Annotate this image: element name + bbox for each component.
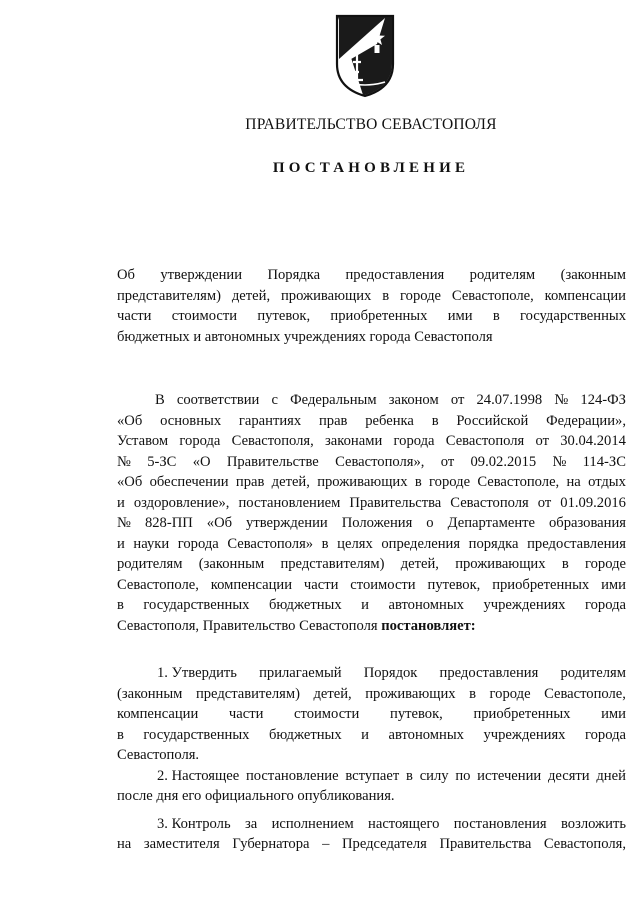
word: городе xyxy=(429,474,471,490)
word: городе xyxy=(584,556,626,572)
word: в xyxy=(561,556,569,572)
word: государственных xyxy=(143,597,250,613)
word: Севастополе, xyxy=(544,685,626,702)
word: Председателя xyxy=(341,836,427,852)
word: Губернатора xyxy=(232,836,310,852)
word: Севастополе, xyxy=(451,287,534,304)
word: города xyxy=(179,433,221,449)
word: ими xyxy=(447,308,473,324)
word: № xyxy=(552,453,567,470)
word: части xyxy=(117,308,152,324)
word: Положения xyxy=(341,515,413,531)
text-line xyxy=(117,513,626,534)
word: государственных xyxy=(519,308,626,324)
word: приобретенных xyxy=(330,308,428,324)
word: и xyxy=(117,535,125,552)
text-line xyxy=(117,684,626,705)
word: и xyxy=(117,494,125,511)
word: силу xyxy=(419,767,449,784)
word: в xyxy=(117,597,124,613)
text-line: после дня его официального опубликования. xyxy=(117,788,395,804)
text-line xyxy=(117,431,626,452)
word: в xyxy=(492,308,500,324)
word: 24.07.1998 xyxy=(476,392,543,408)
word: Севастополя», xyxy=(335,453,425,470)
word: Севастополе, xyxy=(117,576,199,593)
word: на xyxy=(117,836,132,852)
word: (законным xyxy=(117,685,183,702)
word: предоставления xyxy=(345,267,445,283)
word: прилагаемый xyxy=(259,665,342,681)
text-line xyxy=(117,595,626,616)
word: бюджетных xyxy=(268,597,342,613)
word: приобретенных xyxy=(473,706,571,722)
word: № xyxy=(117,453,131,470)
word: соответствии xyxy=(176,392,260,408)
word: в xyxy=(117,726,124,743)
word: города xyxy=(177,535,219,552)
sevastopol-coat-of-arms-icon xyxy=(333,14,397,98)
text-line: Севастополя. xyxy=(117,747,200,763)
text-line xyxy=(117,452,626,473)
word: по xyxy=(455,767,471,784)
word: основных xyxy=(160,412,222,429)
word: учреждениях xyxy=(483,726,566,743)
word: в xyxy=(382,287,390,304)
word: Севастополе, xyxy=(477,474,560,490)
word: «Об xyxy=(117,474,143,490)
word: в xyxy=(431,412,439,429)
word: в xyxy=(469,685,477,702)
word: детей, xyxy=(400,556,439,572)
word: учреждениях xyxy=(483,597,566,613)
word: городе xyxy=(489,685,531,702)
word: и xyxy=(361,726,369,743)
text-line xyxy=(117,493,626,514)
word: от xyxy=(440,453,455,470)
paragraph-gap xyxy=(117,807,626,814)
word: постановлением xyxy=(238,494,341,511)
word: компенсации xyxy=(117,706,199,722)
word: проживающих xyxy=(455,556,546,572)
word: «О xyxy=(192,453,211,470)
word: города xyxy=(393,433,435,449)
word: 124-ФЗ xyxy=(580,392,626,408)
word: исполнением xyxy=(271,815,354,832)
text-line xyxy=(117,814,626,835)
word: компенсации xyxy=(210,576,293,593)
word: оздоровление», xyxy=(133,494,230,511)
word: 114-ЗС xyxy=(582,453,626,470)
word: 5-ЗС xyxy=(147,453,177,470)
document-type-heading: ПОСТАНОВЛЕНИЕ xyxy=(272,160,470,176)
word: бюджетных xyxy=(268,726,342,743)
word: В xyxy=(155,392,165,408)
word: обеспечении xyxy=(149,474,229,490)
word: стоимости xyxy=(294,706,360,722)
word: (законным xyxy=(560,267,626,283)
word: Правительства xyxy=(349,494,442,511)
word: стоимости xyxy=(350,576,416,593)
word: представителям) xyxy=(117,287,221,304)
word: родителям xyxy=(117,556,183,572)
word: Севастополя, xyxy=(543,836,626,852)
text-line xyxy=(117,834,626,855)
word: (законным xyxy=(198,556,265,572)
word: 09.02.2015 xyxy=(470,453,537,470)
word: порядка xyxy=(468,535,519,552)
word: родителям xyxy=(560,665,626,681)
word: за xyxy=(244,815,258,832)
word: государственных xyxy=(143,726,250,743)
text-line xyxy=(117,472,626,493)
word: в xyxy=(321,535,329,552)
word: Федерации», xyxy=(546,412,626,429)
word: образования xyxy=(549,515,626,531)
word: «Об xyxy=(206,515,233,531)
text-line xyxy=(117,575,626,596)
word: и xyxy=(361,597,369,613)
word: Севастополя xyxy=(450,494,529,511)
resolves-keyword: постановляет: xyxy=(381,617,476,634)
word: компенсации xyxy=(544,287,626,304)
word: Федеральным xyxy=(290,392,377,408)
word: 1. Утвердить xyxy=(157,665,237,681)
word: истечении xyxy=(477,767,542,784)
word: науки xyxy=(133,535,170,552)
word: представителям) xyxy=(195,685,300,702)
word: проживающих xyxy=(317,474,408,490)
word: законами xyxy=(325,433,383,449)
word: части xyxy=(303,576,339,593)
preamble-paragraph xyxy=(117,390,626,636)
word: Российской xyxy=(456,412,529,429)
word: целях xyxy=(337,535,373,552)
word: города xyxy=(585,597,626,613)
text-line xyxy=(117,766,626,787)
word: настоящего xyxy=(368,815,440,832)
text-line xyxy=(117,286,626,307)
word: детей, xyxy=(271,474,310,490)
word: 828-ПП xyxy=(144,515,193,531)
word: Уставом xyxy=(117,433,169,449)
word: ребенка xyxy=(365,412,414,429)
word: на xyxy=(566,474,581,490)
text-line xyxy=(117,663,626,684)
text-line xyxy=(117,411,626,432)
word: от xyxy=(450,392,465,408)
word: – xyxy=(322,836,330,852)
word: проживающих xyxy=(280,287,372,304)
word: Правительстве xyxy=(226,453,319,470)
word: стоимости xyxy=(171,308,238,324)
word: прав xyxy=(235,474,265,490)
word: путевок, xyxy=(390,706,443,722)
word: автономных xyxy=(388,726,464,743)
word: автономных xyxy=(388,597,464,613)
word: приобретенных xyxy=(492,576,590,593)
word: постановление xyxy=(245,767,339,784)
word: прав xyxy=(318,412,348,429)
word: Правительства xyxy=(439,836,532,852)
word: Порядка xyxy=(267,267,321,283)
word: Севастополя, xyxy=(231,433,314,449)
word: от xyxy=(535,433,549,449)
resolution-title xyxy=(117,265,626,347)
word: Севастополя» xyxy=(227,535,314,552)
word: дней xyxy=(596,767,626,784)
word: путевок, xyxy=(257,308,311,324)
word: предоставления xyxy=(527,535,626,552)
word: в xyxy=(406,767,413,784)
preamble-closing-text: Севастополя, Правительство Севастополя xyxy=(117,617,382,634)
word: отдых xyxy=(588,474,626,490)
word: № xyxy=(117,515,131,531)
text-line xyxy=(117,390,626,411)
word: от xyxy=(537,494,552,511)
word: ими xyxy=(601,706,626,722)
word: 01.09.2016 xyxy=(560,494,626,511)
word: законом xyxy=(388,392,439,408)
word: представителям) xyxy=(280,556,385,572)
word: вступает xyxy=(345,767,400,784)
word: гарантиях xyxy=(238,412,302,429)
text-line xyxy=(117,704,626,725)
text-line xyxy=(117,616,626,637)
word: детей, xyxy=(313,685,352,702)
word: 30.04.2014 xyxy=(560,433,626,449)
word: «Об xyxy=(117,412,143,429)
word: заместителя xyxy=(143,836,220,852)
text-line: бюджетных и автономных учреждениях города Севастополя xyxy=(117,328,493,345)
word: города xyxy=(585,726,626,743)
word: проживающих xyxy=(365,685,456,702)
word: ими xyxy=(601,576,626,593)
text-line xyxy=(117,534,626,555)
text-line xyxy=(117,306,626,327)
word: Порядок xyxy=(363,665,418,681)
word: постановления xyxy=(453,815,547,832)
word: в xyxy=(414,474,422,490)
word: утверждении xyxy=(246,515,328,531)
word: о xyxy=(426,515,434,531)
word: предоставления xyxy=(439,665,539,681)
word: определения xyxy=(381,535,461,552)
word: № xyxy=(554,392,569,408)
government-name: ПРАВИТЕЛЬСТВО СЕВАСТОПОЛЯ xyxy=(245,116,497,133)
word: Об xyxy=(117,267,135,283)
text-line xyxy=(117,554,626,575)
word: городе xyxy=(400,287,442,304)
word: утверждении xyxy=(160,267,243,283)
word: родителям xyxy=(469,267,536,283)
word: Департаменте xyxy=(447,515,535,531)
word: десяти xyxy=(547,767,590,784)
word: 2. Настоящее xyxy=(157,767,240,784)
resolution-items xyxy=(117,663,626,855)
word: Севастополя xyxy=(445,433,525,449)
word: возложить xyxy=(560,815,626,832)
word: путевок, xyxy=(427,576,481,593)
text-line xyxy=(117,265,626,286)
text-line xyxy=(117,725,626,746)
word: детей, xyxy=(231,287,271,304)
word: с xyxy=(271,392,278,408)
word: части xyxy=(228,706,264,722)
word: 3. Контроль xyxy=(157,815,231,832)
